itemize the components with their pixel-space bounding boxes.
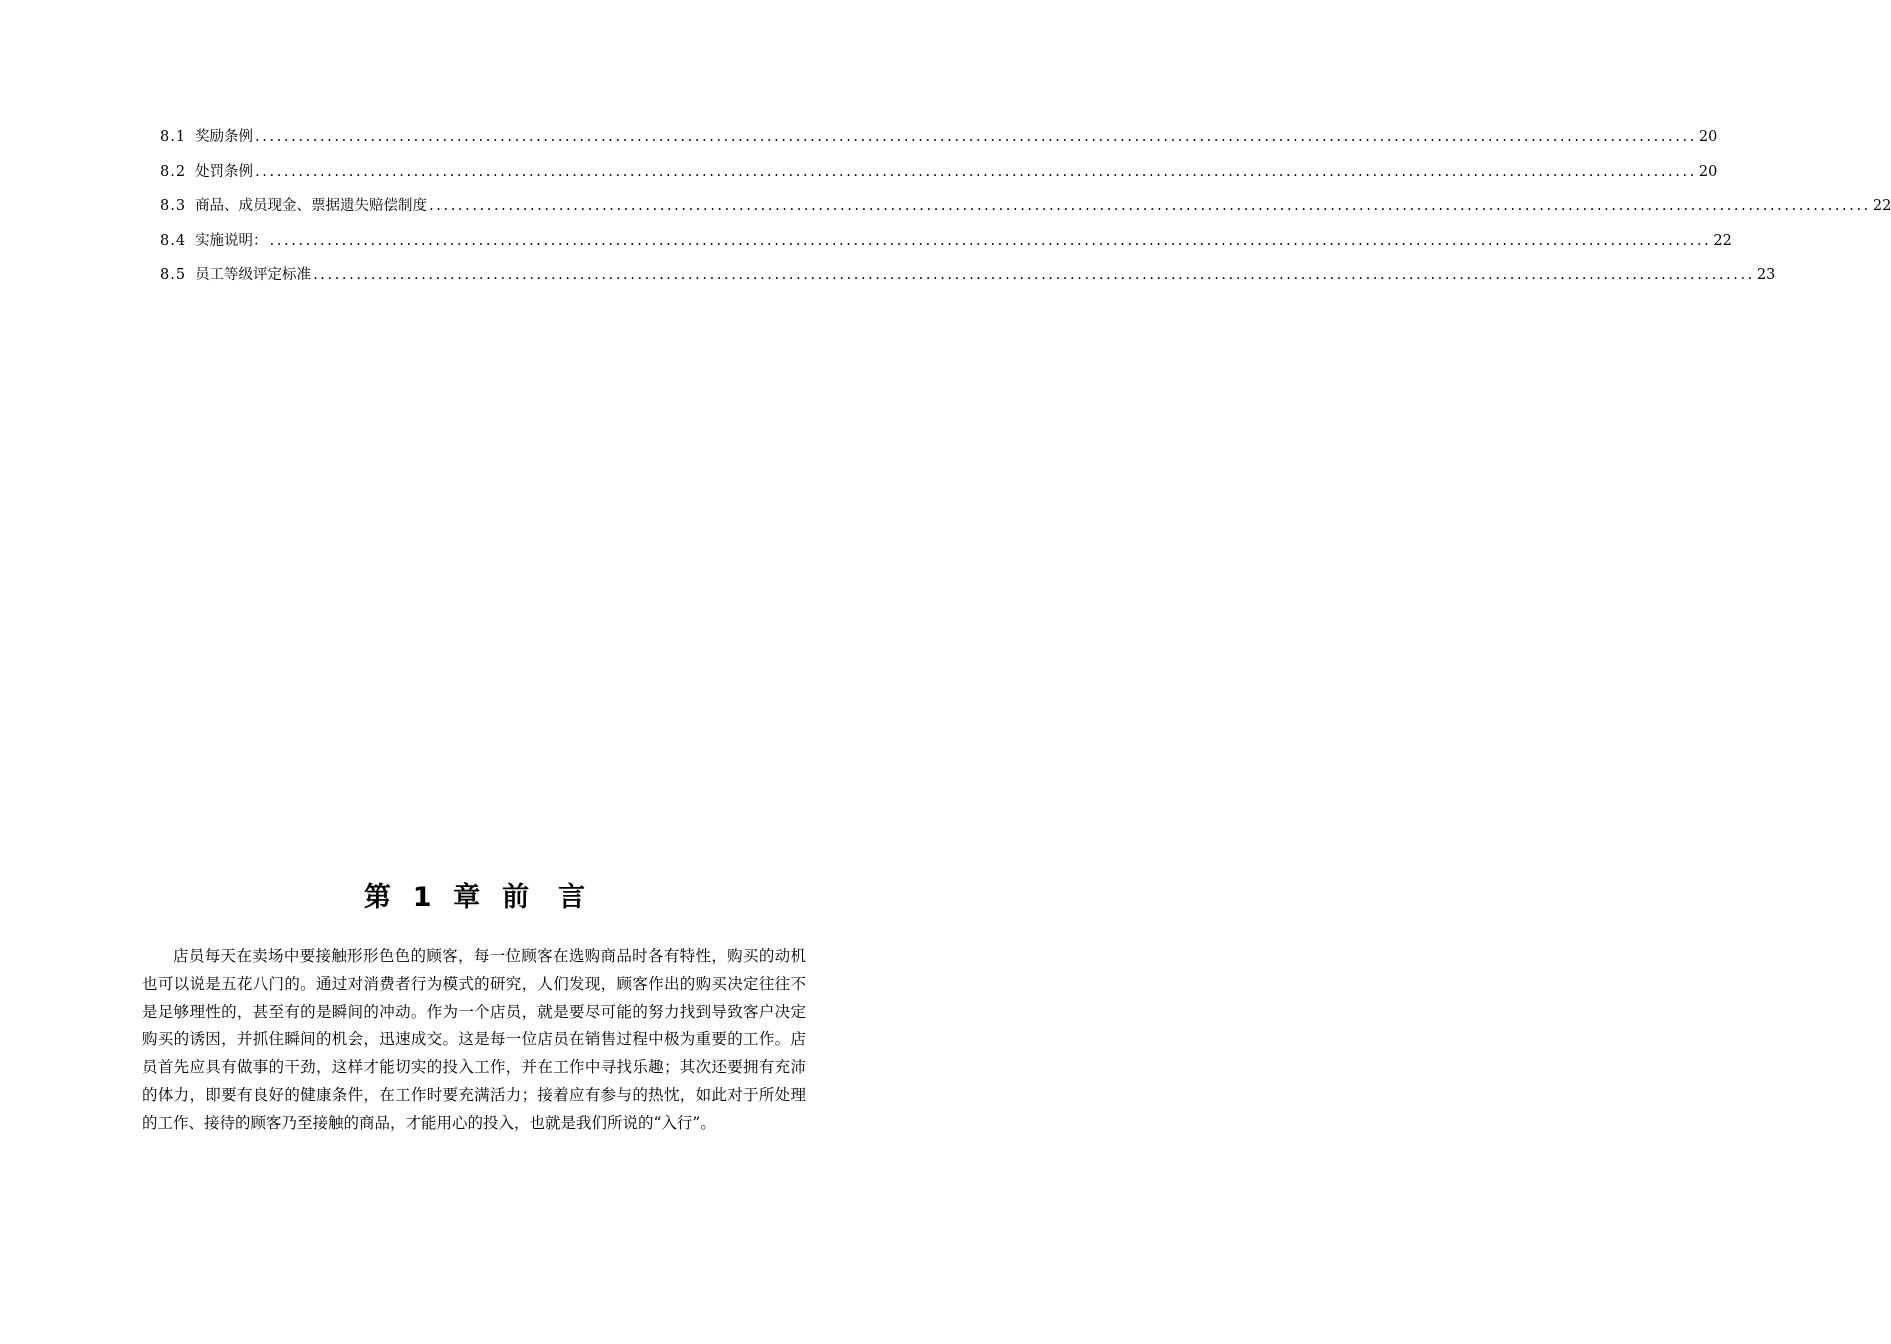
table-of-contents: [160, 127, 1891, 300]
toc-entry-title: 处罚条例: [195, 163, 254, 180]
toc-leader-dots: ........................................................................................................................................................................................................: [429, 198, 1871, 214]
toc-leader-dots: ........................................................................................................................................................................................................: [313, 267, 1755, 283]
toc-entry[interactable]: [160, 127, 1718, 162]
chapter-number: 1: [412, 882, 433, 914]
toc-entry-page: 20: [1698, 129, 1718, 145]
toc-entry-page: 22: [1872, 198, 1891, 214]
toc-entry-number: 8.5: [160, 267, 187, 283]
chapter-name: 前 言: [502, 882, 587, 914]
intro-paragraph: 店员每天在卖场中要接触形形色色的顾客，每一位顾客在选购商品时各有特性，购买的动机也可以说是五花八门的。通过对消费者行为模式的研究，人们发现，顾客作出的购买决定往往不是足够理性的，甚至有的是瞬间的冲动。作为一个店员，就是要尽可能的努力找到导致客户决定购买的诱因，并抓住瞬间的机会，迅速成交。这是每一位店员在销售过程中极为重要的工作。店员首先应具有做事的干劲，这样才能切实的投入工作，并在工作中寻找乐趣；其次还要拥有充沛的体力，即要有良好的健康条件，在工作时要充满活力；接着应有参与的热忱，如此对于所处理的工作、接待的顾客乃至接触的商品，才能用心的投入，也就是我们所说的“入行”。: [142, 947, 806, 1132]
toc-entry-title: 奖励条例: [195, 129, 254, 145]
toc-entry-title: 商品、成员现金、票据遗失赔偿制度: [195, 198, 428, 214]
toc-entry-page: 22: [1713, 232, 1732, 249]
toc-entry-page: 20: [1698, 163, 1718, 180]
toc-entry-number: 8.2: [160, 163, 187, 180]
chapter-prefix: 第: [363, 882, 392, 914]
toc-entry[interactable]: [160, 265, 1776, 300]
toc-entry[interactable]: [160, 162, 1718, 197]
toc-leader-dots: ........................................................................................................................................................................................................: [255, 129, 1697, 145]
chapter-suffix: 章: [453, 882, 482, 914]
toc-entry-title: 实施说明：: [195, 232, 268, 249]
toc-entry[interactable]: [160, 231, 1732, 266]
toc-entry-number: 8.1: [160, 129, 187, 145]
toc-entry-number: 8.4: [160, 232, 187, 249]
toc-leader-dots: ........................................................................................................................................................................................................: [269, 232, 1712, 249]
toc-entry[interactable]: [160, 196, 1891, 231]
toc-entry-number: 8.3: [160, 198, 187, 214]
toc-entry-title: 员工等级评定标准: [195, 267, 312, 283]
chapter-title: [0, 878, 950, 918]
toc-entry-page: 23: [1756, 267, 1776, 283]
toc-leader-dots: ........................................................................................................................................................................................................: [255, 163, 1697, 180]
